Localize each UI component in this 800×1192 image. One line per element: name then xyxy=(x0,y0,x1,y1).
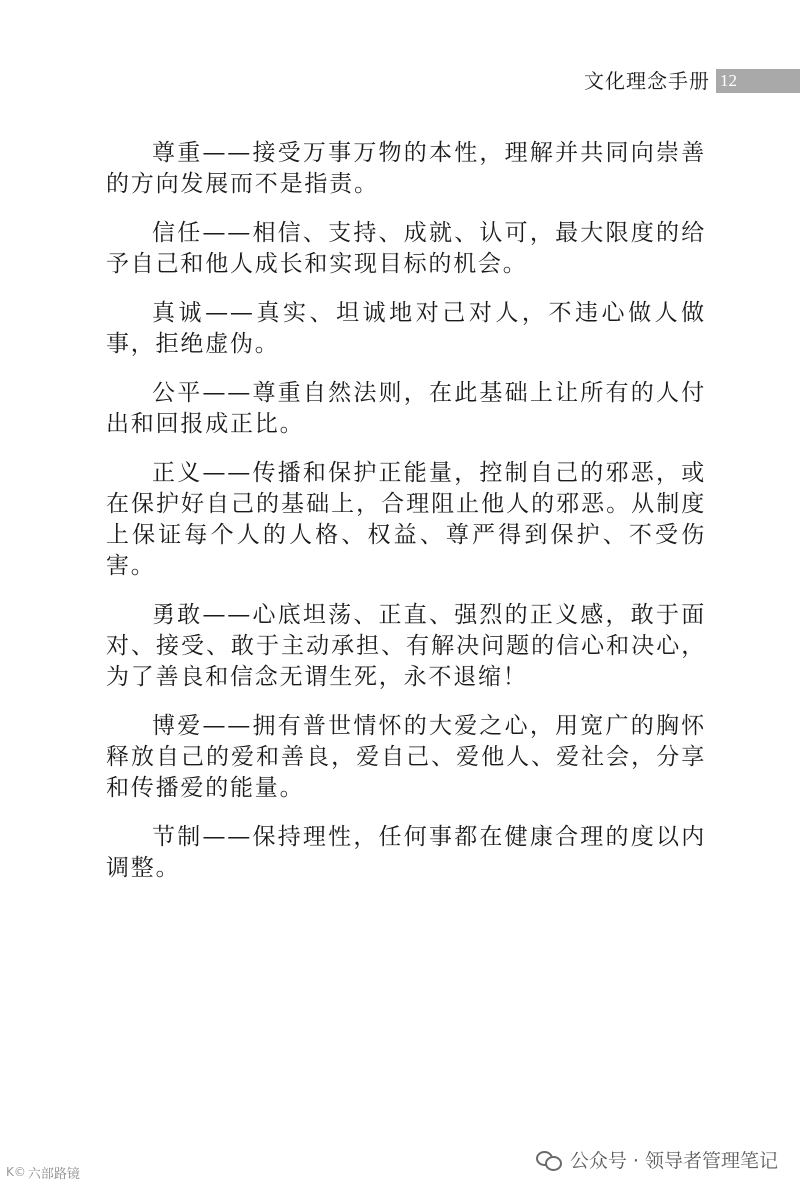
page-number-tab xyxy=(716,69,800,93)
paragraph-justice: 正义——传播和保护正能量，控制自己的邪恶，或在保护好自己的基础上，合理阻止他人的邪恶。从制度上保证每个人的人格、权益、尊严得到保护、不受伤害。 xyxy=(106,460,706,579)
wechat-icon xyxy=(536,1149,562,1171)
watermark-logo-icon: K© xyxy=(6,1165,26,1179)
paragraph-respect: 尊重——接受万事万物的本性，理解并共同向崇善的方向发展而不是指责。 xyxy=(106,140,706,197)
left-watermark xyxy=(6,1164,80,1180)
main-content xyxy=(106,138,706,902)
page-number: 12 xyxy=(720,71,737,90)
header-title: 文化理念手册 xyxy=(584,69,710,93)
paragraph-sincerity: 真诚——真实、坦诚地对己对人，不违心做人做事，拒绝虚伪。 xyxy=(106,300,706,357)
paragraph-temperance: 节制——保持理性，任何事都在健康合理的度以内调整。 xyxy=(106,824,706,881)
wechat-label-text: 公众号 · 领导者管理笔记 xyxy=(569,1150,778,1172)
paragraph-trust: 信任——相信、支持、成就、认可，最大限度的给予自己和他人成长和实现目标的机会。 xyxy=(106,220,706,277)
page-header xyxy=(0,66,800,96)
wechat-account-label xyxy=(536,1146,778,1173)
paragraph-love: 博爱——拥有普世情怀的大爱之心，用宽广的胸怀释放自己的爱和善良，爱自己、爱他人、爱社会，分享和传播爱的能量。 xyxy=(106,713,706,801)
paragraph-fairness: 公平——尊重自然法则，在此基础上让所有的人付出和回报成正比。 xyxy=(106,380,706,437)
page-footer xyxy=(0,1140,800,1180)
paragraph-courage: 勇敢——心底坦荡、正直、强烈的正义感，敢于面对、接受、敢于主动承担、有解决问题的信心和决心，为了善良和信念无谓生死，永不退缩！ xyxy=(106,602,706,690)
left-watermark-text: 六部路镜 xyxy=(27,1166,80,1182)
